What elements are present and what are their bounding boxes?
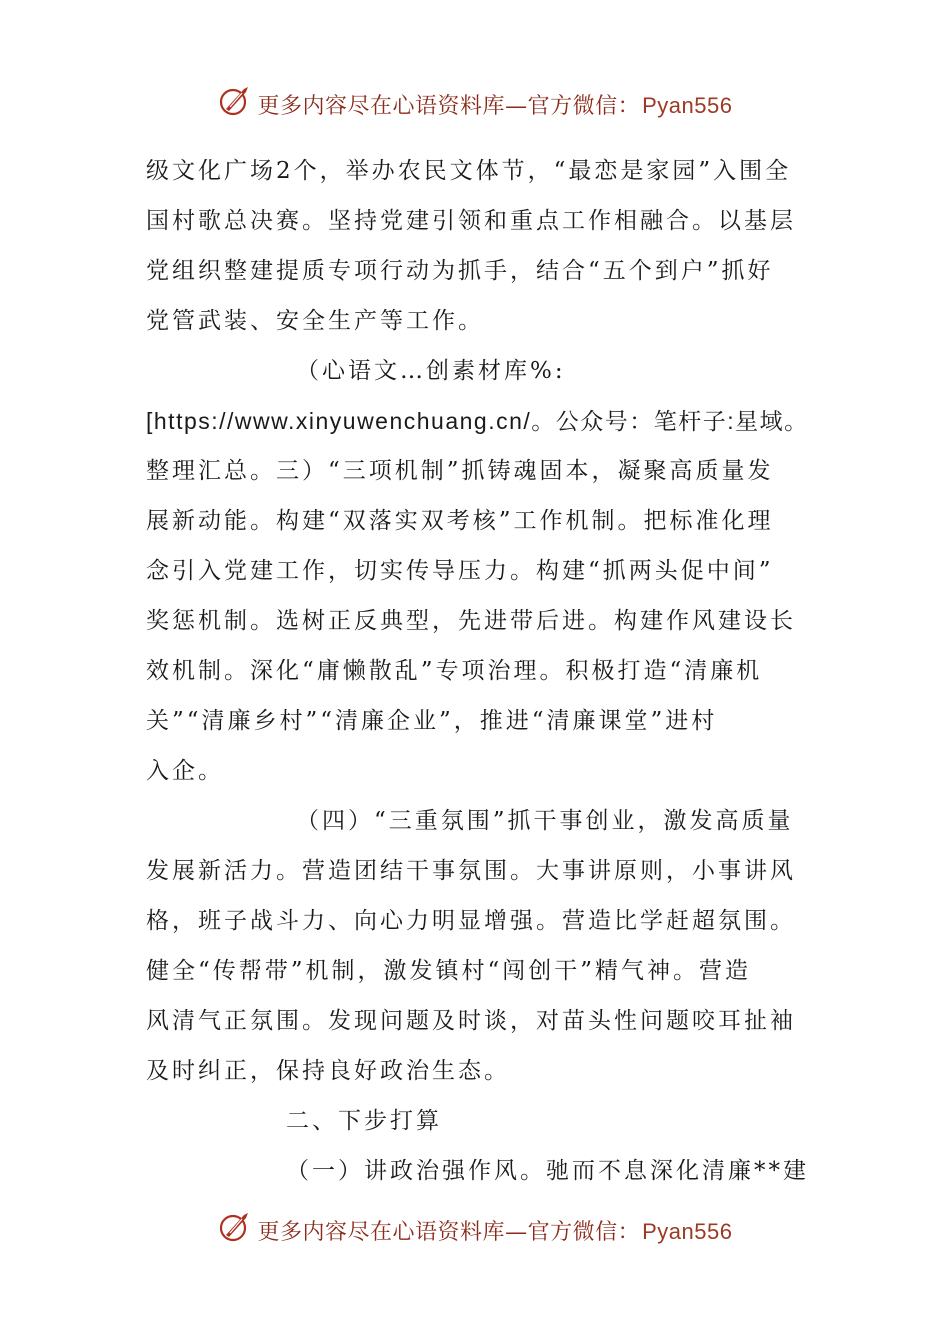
footer-banner xyxy=(0,1210,950,1250)
text-line: 党组织整建提质专项行动为抓手，结合“五个到户”抓好 xyxy=(146,258,774,284)
text-line: 念引入党建工作，切实传导压力。构建“抓两头促中间” xyxy=(146,558,774,584)
text-line: 格，班子战斗力、向心力明显增强。营造比学赶超氛围。 xyxy=(146,908,796,934)
banner-wechat-label: 官方微信： xyxy=(527,93,641,119)
document-body xyxy=(146,146,816,1196)
subsection-heading-one: （一）讲政治强作风。驰而不息深化清廉**建 xyxy=(286,1158,809,1184)
header-banner xyxy=(0,84,950,124)
text-line: 展新动能。构建“双落实双考核”工作机制。把标准化理 xyxy=(146,508,774,534)
text-line: 奖惩机制。选树正反典型，先进带后进。构建作风建设长 xyxy=(146,608,796,634)
text-line: 级文化广场2个，举办农民文体节，“最恋是家园”入围全 xyxy=(146,158,792,184)
section-heading-next-steps: 二、下步打算 xyxy=(286,1108,442,1134)
banner-separator: — xyxy=(505,1219,528,1245)
quill-logo-icon xyxy=(218,83,252,117)
section-heading-four: （四）“三重氛围”抓干事创业，激发高质量 xyxy=(296,808,794,834)
banner-text xyxy=(258,1215,733,1246)
text-line: 国村歌总决赛。坚持党建引领和重点工作相融合。以基层 xyxy=(146,208,796,234)
text-line: 入企。 xyxy=(146,758,224,784)
quill-logo-icon xyxy=(218,1209,252,1243)
banner-wechat-label: 官方微信： xyxy=(527,1219,641,1245)
text-line: 健全“传帮带”机制，激发镇村“闯创干”精气神。营造 xyxy=(146,958,752,984)
text-line: 党管武装、安全生产等工作。 xyxy=(146,308,484,334)
text-line-url: [https://www.xinyuwenchuang.cn/。公众号：笔杆子:星域。 xyxy=(146,408,809,434)
text-line: 效机制。深化“庸懒散乱”专项治理。积极打造“清廉机 xyxy=(146,658,763,684)
banner-main-text: 更多内容尽在心语资料库 xyxy=(257,1219,506,1245)
banner-main-text: 更多内容尽在心语资料库 xyxy=(257,93,506,119)
banner-text xyxy=(258,89,733,120)
text-line: （心语文…创素材库%: xyxy=(296,358,566,384)
text-line: 关”“清廉乡村”“清廉企业”，推进“清廉课堂”进村 xyxy=(146,708,718,734)
banner-wechat-id: Pyan556 xyxy=(642,92,733,118)
text-line: 整理汇总。三）“三项机制”抓铸魂固本，凝聚高质量发 xyxy=(146,458,774,484)
banner-wechat-id: Pyan556 xyxy=(642,1218,733,1244)
text-line: 及时纠正，保持良好政治生态。 xyxy=(146,1058,510,1084)
banner-separator: — xyxy=(505,93,528,119)
text-line: 发展新活力。营造团结干事氛围。大事讲原则，小事讲风 xyxy=(146,858,796,884)
text-line: 风清气正氛围。发现问题及时谈，对苗头性问题咬耳扯袖 xyxy=(146,1008,796,1034)
